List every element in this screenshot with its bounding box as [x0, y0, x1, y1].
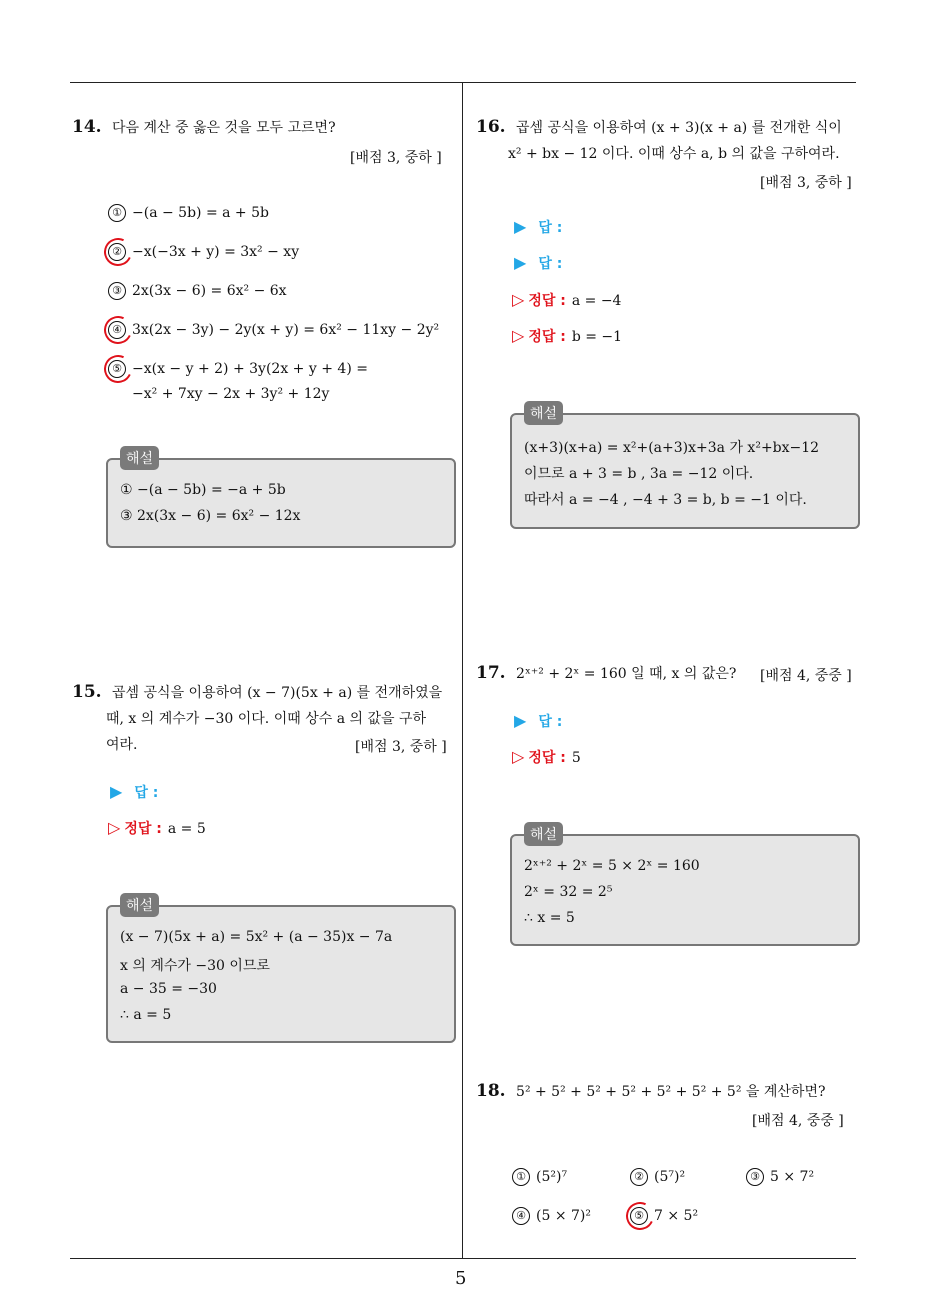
- score-meta: [배점 3, 중하 ]: [355, 739, 447, 755]
- choice-3[interactable]: ③ 2x(3x − 6) = 6x² − 6x: [108, 282, 287, 300]
- choice-5[interactable]: ⑤ 7 × 5²: [630, 1207, 698, 1225]
- score-meta: [배점 3, 중하 ]: [760, 175, 852, 191]
- solution-box: (x+3)(x+a) = x²+(a+3)x+3a 가 x²+bx−12 이므로 a + 3 = b , 3a = −12 이다. 따라서 a = −4 , −4 + 3 = b, b = −1 이다.: [510, 413, 860, 529]
- question-text: x² + bx − 12 이다. 이때 상수 a, b 의 값을 구하여라.: [508, 146, 840, 162]
- page-number: 5: [455, 1268, 467, 1289]
- choice-2[interactable]: ② −x(−3x + y) = 3x² − xy: [108, 243, 299, 261]
- choice-4[interactable]: ④ (5 × 7)²: [512, 1207, 591, 1225]
- question-text: 곱셈 공식을 이용하여 (x − 7)(5x + a) 를 전개하였을: [112, 685, 443, 701]
- answer-field[interactable]: ▶ 답 :: [514, 253, 563, 272]
- choice-1[interactable]: ① (5²)⁷: [512, 1168, 567, 1186]
- answer-field[interactable]: ▶ 답 :: [110, 782, 159, 801]
- solution-tag: 해설: [120, 446, 159, 470]
- column-divider: [462, 82, 463, 1258]
- top-rule: [70, 82, 856, 83]
- answer-mark: [622, 1198, 658, 1234]
- choice-3[interactable]: ③ 5 × 7²: [746, 1168, 814, 1186]
- question-text: 여라.: [106, 737, 138, 753]
- bottom-rule: [70, 1258, 856, 1259]
- question-number: 16.: [476, 117, 506, 137]
- solution-tag: 해설: [524, 401, 563, 425]
- solution-box: (x − 7)(5x + a) = 5x² + (a − 35)x − 7a x 의 계수가 −30 이므로 a − 35 = −30 ∴ a = 5: [106, 905, 456, 1043]
- question-number: 15.: [72, 682, 102, 702]
- question-text: 2ˣ⁺² + 2ˣ = 160 일 때, x 의 값은?: [516, 666, 737, 682]
- choice-5-continued: −x² + 7xy − 2x + 3y² + 12y: [132, 386, 330, 402]
- score-meta: [배점 4, 중중 ]: [760, 668, 852, 684]
- answer-field[interactable]: ▶ 답 :: [514, 711, 563, 730]
- answer-field[interactable]: ▶ 답 :: [514, 217, 563, 236]
- solution-tag: 해설: [524, 822, 563, 846]
- question-number: 14.: [72, 117, 102, 137]
- solution-box: 2ˣ⁺² + 2ˣ = 5 × 2ˣ = 160 2ˣ = 32 = 2⁵ ∴ x = 5: [510, 834, 860, 946]
- question-number: 18.: [476, 1081, 506, 1101]
- question-text: 때, x 의 계수가 −30 이다. 이때 상수 a 의 값을 구하: [106, 711, 427, 727]
- score-meta: [배점 4, 중중 ]: [752, 1113, 844, 1129]
- solution-box: ① −(a − 5b) = −a + 5b ③ 2x(3x − 6) = 6x² − 12x: [106, 458, 456, 548]
- question-text: 곱셈 공식을 이용하여 (x + 3)(x + a) 를 전개한 식이: [516, 120, 842, 136]
- correct-answer: ▷ 정답 : a = −4: [512, 290, 622, 309]
- question-text: 5² + 5² + 5² + 5² + 5² + 5² + 5² 을 계산하면?: [516, 1084, 826, 1100]
- correct-answer: ▷ 정답 : b = −1: [512, 326, 623, 345]
- correct-answer: ▷ 정답 : 5: [512, 747, 581, 766]
- score-meta: [배점 3, 중하 ]: [350, 150, 442, 166]
- choice-2[interactable]: ② (5⁷)²: [630, 1168, 685, 1186]
- choice-4[interactable]: ④ 3x(2x − 3y) − 2y(x + y) = 6x² − 11xy − 2y²: [108, 321, 439, 339]
- answer-mark: [100, 351, 136, 387]
- solution-tag: 해설: [120, 893, 159, 917]
- answer-mark: [100, 234, 136, 270]
- question-number: 17.: [476, 663, 506, 683]
- choice-1[interactable]: ① −(a − 5b) = a + 5b: [108, 204, 269, 222]
- choice-5[interactable]: ⑤ −x(x − y + 2) + 3y(2x + y + 4) =: [108, 360, 368, 378]
- question-text: 다음 계산 중 옳은 것을 모두 고르면?: [112, 120, 336, 136]
- answer-mark: [100, 312, 136, 348]
- correct-answer: ▷ 정답 : a = 5: [108, 818, 206, 837]
